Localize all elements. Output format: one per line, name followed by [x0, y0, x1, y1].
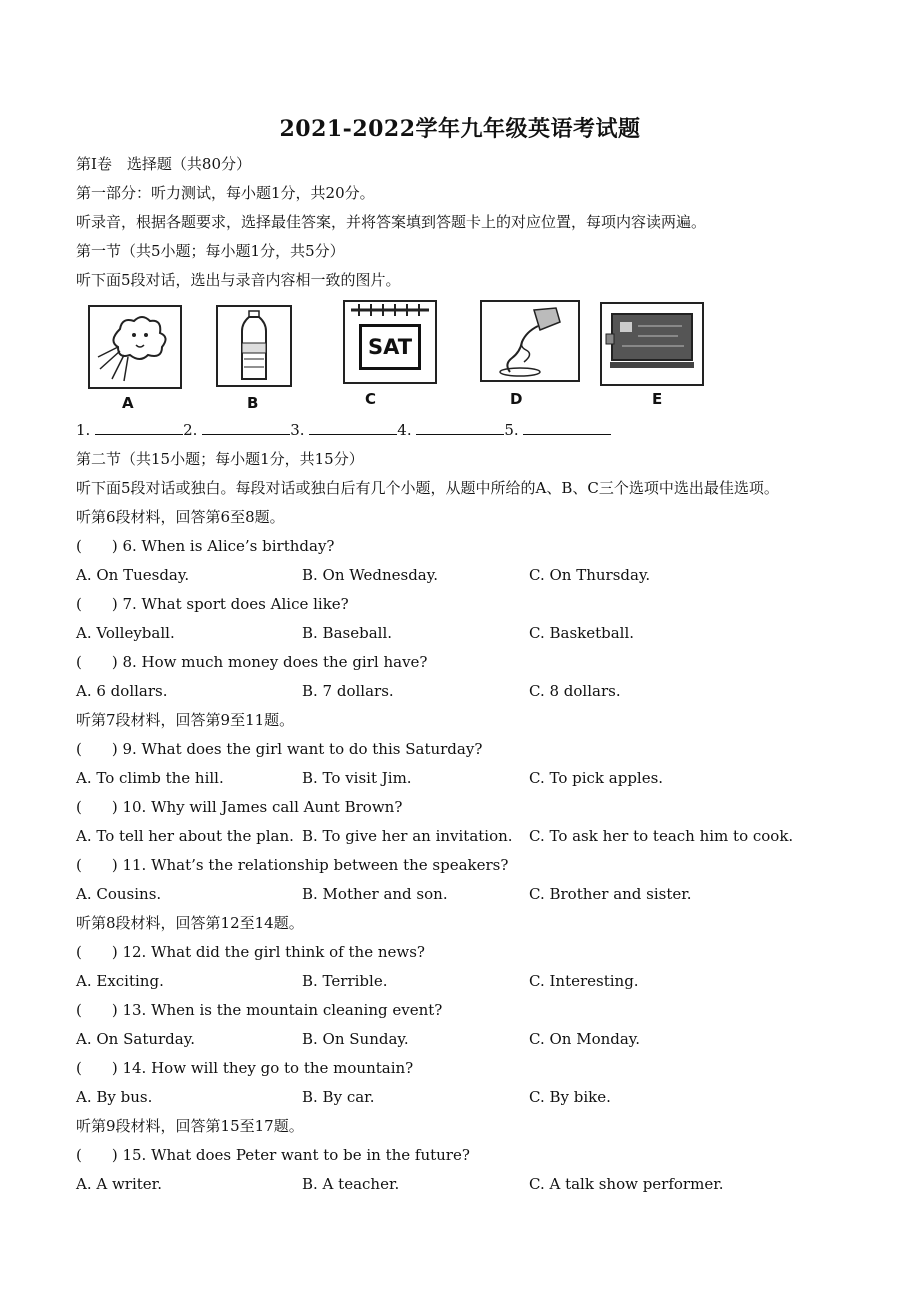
option-a: A. Exciting.	[76, 972, 164, 990]
subsection2-instruction: 听下面5段对话或独白。每段对话或独白后有几个小题，从题中所给的A、B、C三个选项中选出最佳选项。	[76, 479, 779, 497]
page-title: 2021-2022学年九年级英语考试题	[279, 116, 641, 142]
option-c: C. A talk show performer.	[529, 1175, 724, 1193]
blank-label: 1.	[76, 421, 91, 439]
option-b: B. To visit Jim.	[302, 769, 412, 787]
picture-label: B	[247, 394, 259, 412]
calendar-sat-icon: SAT	[359, 324, 421, 370]
option-b: B. 7 dollars.	[302, 682, 394, 700]
question-6: ( ) 6. When is Alice’s birthday?	[76, 537, 335, 555]
option-a: A. To tell her about the plan.	[76, 827, 294, 845]
section1-heading: 第一部分：听力测试，每小题1分，共20分。	[76, 184, 375, 202]
option-b: B. Baseball.	[302, 624, 393, 642]
option-a: A. 6 dollars.	[76, 682, 168, 700]
instructions: 听录音，根据各题要求，选择最佳答案，并将答案填到答题卡上的对应位置，每项内容读两遍。	[76, 213, 707, 231]
option-b: B. Mother and son.	[302, 885, 448, 903]
option-b: B. On Sunday.	[302, 1030, 409, 1048]
option-b: B. Terrible.	[302, 972, 388, 990]
question-13: ( ) 13. When is the mountain cleaning event?	[76, 1001, 443, 1019]
option-a: A. A writer.	[76, 1175, 162, 1193]
group-intro: 听第7段材料，回答第9至11题。	[76, 711, 295, 729]
question-9: ( ) 9. What does the girl want to do this Saturday?	[76, 740, 483, 758]
answer-blank-5[interactable]	[523, 420, 611, 435]
option-c: C. 8 dollars.	[529, 682, 621, 700]
option-c: C. On Thursday.	[529, 566, 651, 584]
option-a: A. On Saturday.	[76, 1030, 195, 1048]
option-b: B. A teacher.	[302, 1175, 400, 1193]
question-14: ( ) 14. How will they go to the mountain?	[76, 1059, 414, 1077]
answer-blank-1[interactable]	[95, 420, 183, 435]
group-intro: 听第9段材料，回答第15至17题。	[76, 1117, 304, 1135]
picture-label: A	[122, 394, 134, 412]
option-c: C. By bike.	[529, 1088, 611, 1106]
option-a: A. On Tuesday.	[76, 566, 190, 584]
option-c: C. On Monday.	[529, 1030, 641, 1048]
option-b: B. On Wednesday.	[302, 566, 438, 584]
option-a: A. To climb the hill.	[76, 769, 224, 787]
blank-label: 2.	[183, 421, 198, 439]
option-c: C. To ask her to teach him to cook.	[529, 827, 794, 845]
picture-label: D	[510, 390, 523, 408]
option-c: C. Interesting.	[529, 972, 639, 990]
question-12: ( ) 12. What did the girl think of the news?	[76, 943, 425, 961]
question-10: ( ) 10. Why will James call Aunt Brown?	[76, 798, 403, 816]
answer-blanks	[76, 420, 611, 440]
picture-label: C	[365, 390, 377, 408]
question-15: ( ) 15. What does Peter want to be in the future?	[76, 1146, 470, 1164]
question-11: ( ) 11. What’s the relationship between the speakers?	[76, 856, 509, 874]
picture-label: E	[652, 390, 663, 408]
option-c: C. To pick apples.	[529, 769, 664, 787]
spilled-drink-icon	[482, 302, 578, 380]
water-bottle-icon	[218, 307, 290, 385]
subsection1-instruction: 听下面5段对话，选出与录音内容相一致的图片。	[76, 271, 401, 289]
blank-label: 5.	[504, 421, 519, 439]
cloud-wind-icon	[90, 307, 180, 387]
question-8: ( ) 8. How much money does the girl have?	[76, 653, 428, 671]
subsection1-heading: 第一节（共5小题；每小题1分，共5分）	[76, 242, 345, 260]
group-intro: 听第8段材料，回答第12至14题。	[76, 914, 304, 932]
answer-blank-4[interactable]	[416, 420, 504, 435]
blackboard-icon	[602, 304, 702, 384]
calendar-rings-icon	[345, 302, 435, 322]
answer-blank-3[interactable]	[309, 420, 397, 435]
answer-blank-2[interactable]	[202, 420, 290, 435]
option-a: A. Cousins.	[76, 885, 162, 903]
blank-label: 4.	[397, 421, 412, 439]
option-b: B. To give her an invitation.	[302, 827, 513, 845]
option-a: A. By bus.	[76, 1088, 153, 1106]
part-heading: 第Ⅰ卷 选择题（共80分）	[76, 155, 252, 173]
option-c: C. Basketball.	[529, 624, 635, 642]
option-c: C. Brother and sister.	[529, 885, 692, 903]
group-intro: 听第6段材料，回答第6至8题。	[76, 508, 285, 526]
question-7: ( ) 7. What sport does Alice like?	[76, 595, 349, 613]
option-a: A. Volleyball.	[76, 624, 175, 642]
subsection2-heading: 第二节（共15小题；每小题1分，共15分）	[76, 450, 364, 468]
option-b: B. By car.	[302, 1088, 375, 1106]
blank-label: 3.	[290, 421, 305, 439]
